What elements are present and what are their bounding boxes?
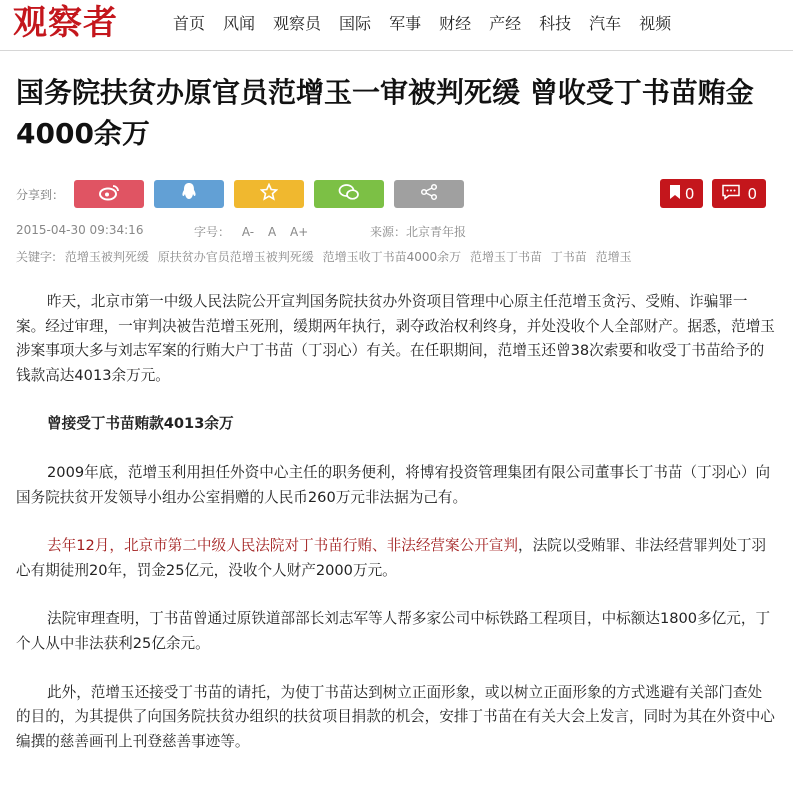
share-label: 分享到： <box>16 187 65 202</box>
comment-button[interactable] <box>712 179 766 208</box>
keyword-link[interactable]: 丁书苗 <box>550 250 587 264</box>
site-logo[interactable]: 观察者 <box>13 3 118 43</box>
nav-item-finance[interactable]: 财经 <box>439 14 472 33</box>
qq-icon <box>181 182 197 206</box>
share-wechat-button[interactable] <box>314 180 384 208</box>
keyword-link[interactable]: 原扶贫办官员范增玉被判死缓 <box>157 250 314 264</box>
font-size-label: 字号： <box>194 225 231 239</box>
comment-icon <box>721 184 741 204</box>
keywords-label: 关键字: <box>16 250 57 264</box>
body-paragraph <box>16 534 776 583</box>
share-qq-button[interactable] <box>154 180 224 208</box>
nav-item-home[interactable]: 首页 <box>173 14 206 33</box>
article-title: 国务院扶贫办原官员范增玉一审被判死缓 曾收受丁书苗贿金4000余万 <box>16 76 754 150</box>
nav-item-international[interactable]: 国际 <box>339 14 372 33</box>
section-subheading: 曾接受丁书苗贿款4013余万 <box>47 415 234 433</box>
keyword-link[interactable]: 范增玉 <box>595 250 632 264</box>
nav-item-industry[interactable]: 产经 <box>489 14 522 33</box>
keyword-link[interactable]: 范增玉被判死缓 <box>64 250 149 264</box>
keyword-link[interactable]: 范增玉丁书苗 <box>469 250 542 264</box>
nav-item-tech[interactable]: 科技 <box>539 14 572 33</box>
share-icon <box>420 183 438 205</box>
share-weibo-button[interactable] <box>74 180 144 208</box>
font-size-normal[interactable]: A <box>267 225 277 239</box>
body-paragraph: 2009年底，范增玉利用担任外资中心主任的职务便利，将博宥投资管理集团有限公司董事长丁书苗（丁羽心）向国务院扶贫开发领导小组办公室捐赠的人民币260万元非法据为己有。 <box>16 463 771 506</box>
nav-item-video[interactable]: 视频 <box>639 14 672 33</box>
body-paragraph: 法院审理查明，丁书苗曾通过原铁道部部长刘志军等人帮多家公司中标铁路工程项目，中标额达1800多亿元，丁个人从中非法获利25亿余元。 <box>16 610 771 652</box>
paragraph-text: ，法院以受贿罪、非法经营罪判处丁羽心有期徒刑20年，罚金25亿元，没收个人财产2000万元。 <box>16 537 767 579</box>
nav-item-auto[interactable]: 汽车 <box>589 14 622 33</box>
bookmark-count: 0 <box>684 184 695 203</box>
star-icon <box>260 183 278 205</box>
font-size-larger[interactable]: A+ <box>290 225 309 239</box>
nav-item-fengwen[interactable]: 风闻 <box>223 14 256 33</box>
font-size-smaller[interactable]: A- <box>241 225 255 239</box>
share-favorite-button[interactable] <box>234 180 304 208</box>
nav-item-military[interactable]: 军事 <box>389 14 422 33</box>
weibo-icon <box>98 183 120 205</box>
article-source: 来源：北京青年报 <box>370 225 467 239</box>
font-size-control <box>194 223 314 240</box>
share-bar <box>16 179 474 209</box>
share-more-button[interactable] <box>394 180 464 208</box>
publish-datetime: 2015-04-30 09:34:16 <box>16 223 144 237</box>
article-body <box>16 290 776 778</box>
wechat-icon <box>338 183 360 205</box>
keyword-link[interactable]: 范增玉收丁书苗4000余万 <box>322 250 462 264</box>
body-paragraph: 昨天，北京市第一中级人民法院公开宣判国务院扶贫办外资项目管理中心原主任范增玉贪污、受贿、诈骗罪一案。经过审理，一审判决被告范增玉死刑，缓期两年执行，剥夺政治权利终身，并处没收个人全部财产。据悉，范增玉涉案事项大多与刘志军案的行贿大户丁书苗（丁羽心）有关。在任职期间，范增玉还曾38次索要和收受丁书苗给予的钱款高达4013余万元。 <box>16 293 775 384</box>
nav-item-observer[interactable]: 观察员 <box>273 14 322 33</box>
body-paragraph: 此外，范增玉还接受丁书苗的请托，为使丁书苗达到树立正面形象，或以树立正面形象的方式逃避有关部门查处的目的，为其提供了向国务院扶贫办组织的扶贫项目捐款的机会，安排丁书苗在有关大会上发言，同时为其在外资中心编撰的慈善画刊上刊登慈善事迹等。 <box>16 683 775 750</box>
comment-count: 0 <box>747 184 757 203</box>
bookmark-button[interactable] <box>660 179 704 208</box>
article-counters <box>660 179 766 208</box>
main-nav <box>173 13 689 35</box>
bookmark-icon <box>669 184 681 204</box>
keywords-row <box>16 248 637 265</box>
top-bar <box>0 0 793 51</box>
highlighted-text: 去年12月，北京市第二中级人民法院对丁书苗行贿、非法经营案公开宣判 <box>47 537 518 555</box>
